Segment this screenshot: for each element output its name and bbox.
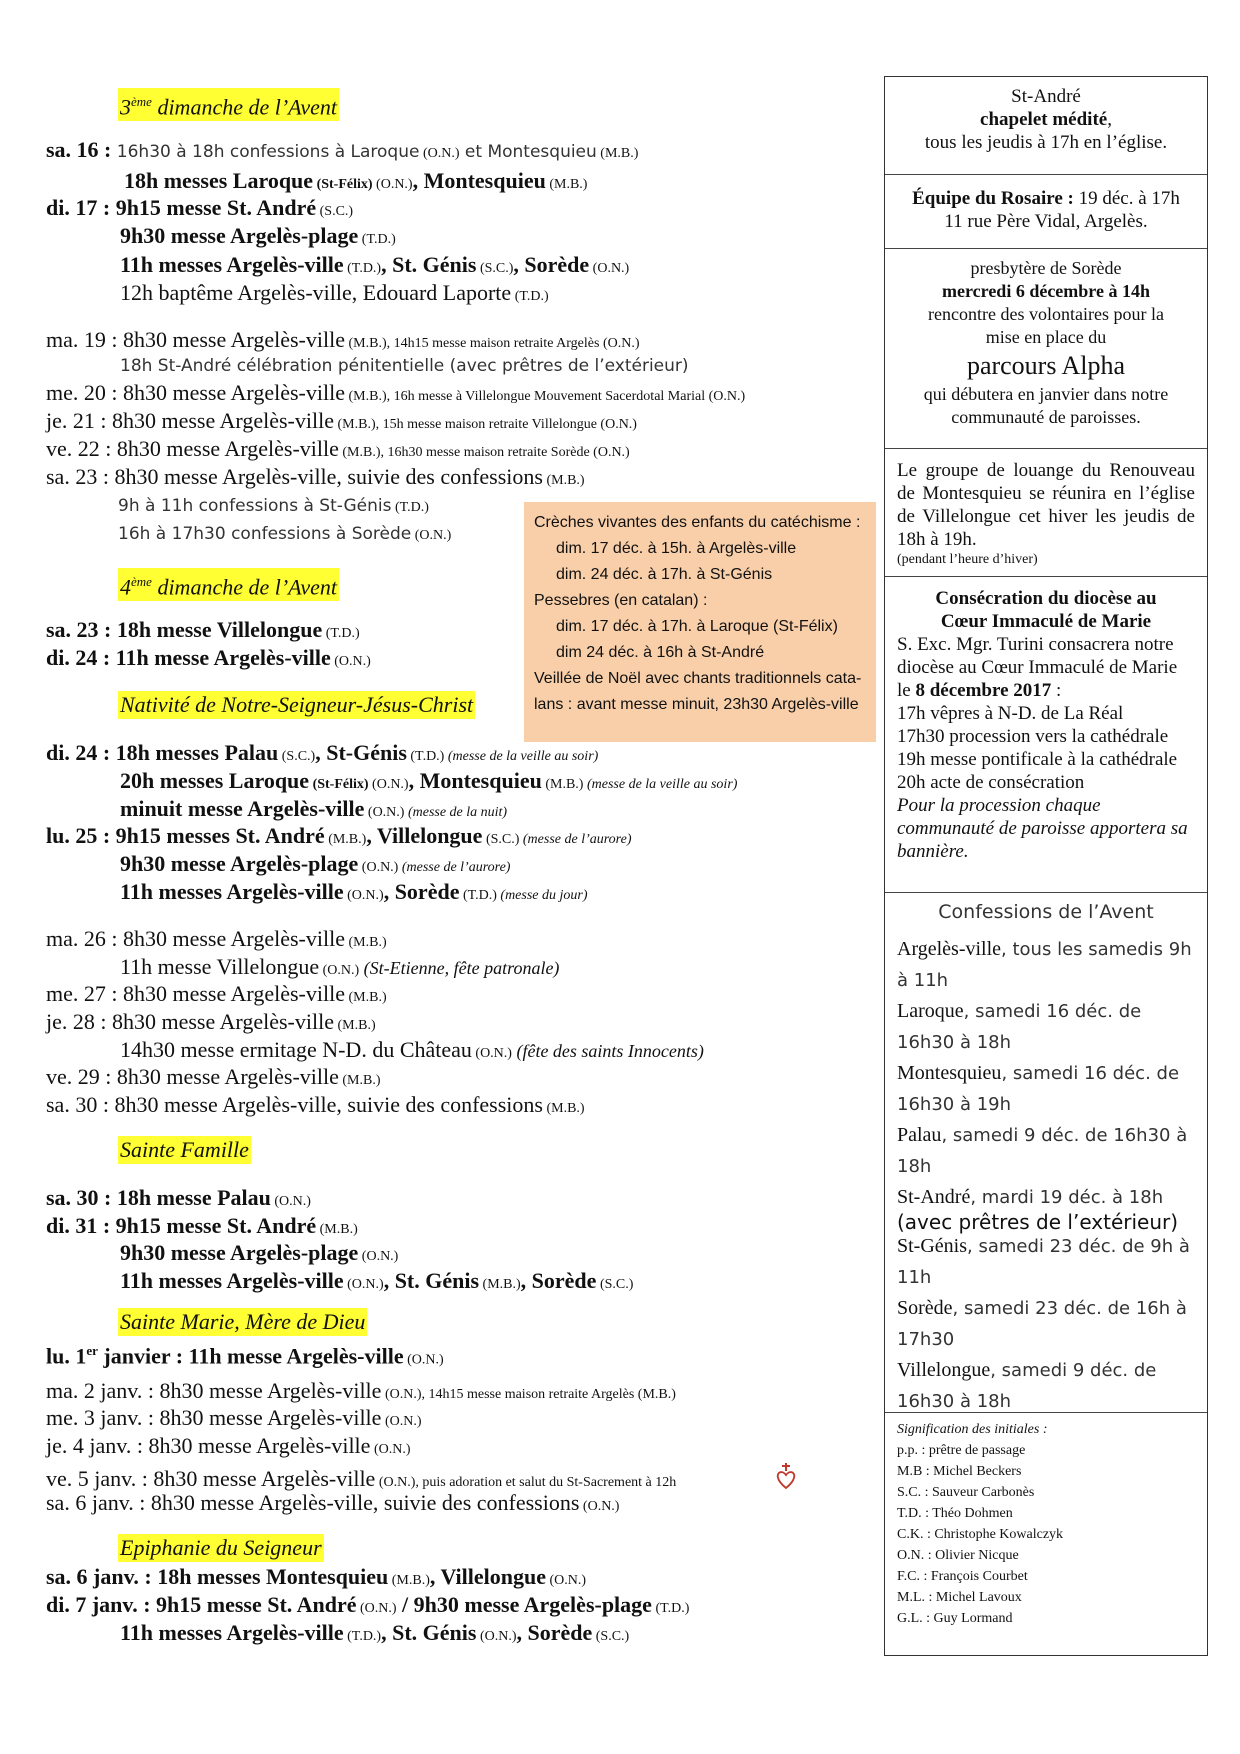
consecration-line: 20h acte de consécration bbox=[897, 772, 1085, 793]
consecration-title: Consécration du diocèse au bbox=[935, 588, 1157, 609]
confessions-title: Confessions de l’Avent bbox=[938, 901, 1154, 923]
schedule-line: ma. 2 janv. : 8h30 messe Argelès-ville (O.N.), 14h15 messe maison retraite Argelès (M.B.) bbox=[46, 1378, 676, 1403]
schedule-line: 9h30 messe Argelès-plage (O.N.) (messe de l’aurore) bbox=[120, 851, 511, 876]
consecration-text: S. Exc. Mgr. Turini consacrera notre diocèse au Cœur Immaculé de Marie le 8 décembre 2017 : bbox=[897, 634, 1178, 701]
section-heading-holy-family: Sainte Famille bbox=[120, 1137, 249, 1162]
rosary-subtitle: chapelet médité, bbox=[980, 109, 1112, 130]
schedule-line: sa. 6 janv. : 18h messes Montesquieu (M.B.), Villelongue (O.N.) bbox=[46, 1564, 587, 1589]
schedule-line: 14h30 messe ermitage N-D. du Château (O.N.) (fête des saints Innocents) bbox=[120, 1037, 704, 1062]
schedule-line: lu. 25 : 9h15 messes St. André (M.B.), Villelongue (S.C.) (messe de l’aurore) bbox=[46, 823, 632, 848]
rosary-title: St-André bbox=[1011, 86, 1081, 107]
initials-entry: O.N. : Olivier Nicque bbox=[897, 1548, 1019, 1563]
schedule-line: sa. 30 : 18h messe Palau (O.N.) bbox=[46, 1185, 311, 1210]
rosary-team-address: 11 rue Père Vidal, Argelès. bbox=[944, 211, 1148, 232]
confession-entry: St-André, mardi 19 déc. à 18h bbox=[897, 1186, 1164, 1208]
schedule-line: je. 28 : 8h30 messe Argelès-ville (M.B.) bbox=[46, 1009, 376, 1034]
schedule-line: di. 24 : 11h messe Argelès-ville (O.N.) bbox=[46, 645, 371, 670]
alpha-date: mercredi 6 décembre à 14h bbox=[942, 281, 1150, 301]
consecration-box bbox=[885, 577, 1207, 893]
creche-line: dim. 24 déc. à 17h. à St-Génis bbox=[556, 566, 773, 583]
confession-entry: Sorède, samedi 23 déc. de 16h à 17h30 bbox=[897, 1297, 1187, 1350]
creche-line: lans : avant messe minuit, 23h30 Argelès-ville bbox=[534, 696, 859, 713]
alpha-title: parcours Alpha bbox=[966, 351, 1126, 380]
confession-entry: Montesquieu, samedi 16 déc. de 16h30 à 19h bbox=[897, 1062, 1180, 1115]
praise-group-text: Le groupe de louange du Renouveau de Montesquieu se réunira en l’église de Villelongue cet hiver les jeudis de 18h à 19h. bbox=[897, 460, 1195, 550]
confession-entry: Laroque, samedi 16 déc. de 16h30 à 18h bbox=[897, 1000, 1142, 1053]
schedule-line: ve. 5 janv. : 8h30 messe Argelès-ville (O.N.), puis adoration et salut du St-Sacrement à 12h bbox=[46, 1466, 677, 1491]
initials-entry: F.C. : François Courbet bbox=[897, 1569, 1028, 1584]
schedule-line: ve. 22 : 8h30 messe Argelès-ville (M.B.), 16h30 messe maison retraite Sorède (O.N.) bbox=[46, 436, 630, 461]
rosary-time: tous les jeudis à 17h en l’église. bbox=[924, 132, 1168, 153]
section-heading-advent-3: 3ème dimanche de l’Avent bbox=[118, 88, 339, 121]
schedule-line: sa. 6 janv. : 8h30 messe Argelès-ville, suivie des confessions (O.N.) bbox=[46, 1490, 620, 1515]
creche-line: dim 24 déc. à 16h à St-André bbox=[556, 644, 765, 661]
schedule-line: ma. 19 : 8h30 messe Argelès-ville (M.B.), 14h15 messe maison retraite Argelès (O.N.) bbox=[46, 327, 640, 352]
schedule-line: 11h messes Argelès-ville (O.N.), St. Génis (M.B.), Sorède (S.C.) bbox=[120, 1268, 634, 1293]
rosary-team-line: Équipe du Rosaire : 19 déc. à 17h bbox=[912, 188, 1180, 209]
schedule-line: je. 21 : 8h30 messe Argelès-ville (M.B.), 15h messe maison retraite Villelongue (O.N.) bbox=[46, 408, 637, 433]
creche-line: dim. 17 déc. à 15h. à Argelès-ville bbox=[556, 540, 797, 557]
confession-entry: Palau, samedi 9 déc. de 16h30 à 18h bbox=[897, 1124, 1188, 1177]
schedule-line: di. 31 : 9h15 messe St. André (M.B.) bbox=[46, 1213, 358, 1238]
schedule-line: 9h à 11h confessions à St-Génis (T.D.) bbox=[118, 496, 429, 516]
alpha-line: mise en place du bbox=[985, 327, 1107, 347]
initials-entry: C.K. : Christophe Kowalczyk bbox=[897, 1527, 1064, 1542]
praise-group-box bbox=[885, 449, 1207, 577]
rosary-team-box bbox=[885, 175, 1207, 249]
confession-note: (avec prêtres de l’extérieur) bbox=[897, 1210, 1179, 1234]
alpha-line: presbytère de Sorède bbox=[970, 258, 1122, 278]
section-heading-epiphany: Epiphanie du Seigneur bbox=[120, 1535, 322, 1560]
schedule-line: sa. 23 : 18h messe Villelongue (T.D.) bbox=[46, 617, 360, 642]
initials-entry: M.B : Michel Beckers bbox=[897, 1464, 1022, 1479]
schedule-line: 16h à 17h30 confessions à Sorède (O.N.) bbox=[118, 524, 452, 544]
initials-entry: G.L. : Guy Lormand bbox=[897, 1611, 1013, 1626]
initials-title: Signification des initiales : bbox=[897, 1422, 1048, 1437]
alpha-line: rencontre des volontaires pour la bbox=[928, 304, 1164, 324]
schedule-line: di. 24 : 18h messes Palau (S.C.), St-Génis (T.D.) (messe de la veille au soir) bbox=[46, 740, 599, 765]
schedule-line: 18h messes Laroque (St-Félix) (O.N.), Montesquieu (M.B.) bbox=[124, 168, 588, 193]
initials-entry: M.L. : Michel Lavoux bbox=[897, 1590, 1022, 1605]
schedule-line: lu. 1er janvier : 11h messe Argelès-ville (O.N.) bbox=[46, 1343, 444, 1369]
initials-entry: T.D. : Théo Dohmen bbox=[897, 1506, 1013, 1521]
schedule-line: 11h messes Argelès-ville (O.N.), Sorède (T.D.) (messe du jour) bbox=[120, 879, 588, 904]
schedule-line: me. 27 : 8h30 messe Argelès-ville (M.B.) bbox=[46, 981, 387, 1006]
consecration-line: 17h vêpres à N-D. de La Réal bbox=[897, 703, 1124, 724]
confession-entry: St-Génis, samedi 23 déc. de 9h à 11h bbox=[897, 1235, 1190, 1288]
schedule-line: di. 17 : 9h15 messe St. André (S.C.) bbox=[46, 195, 354, 220]
consecration-line: 17h30 procession vers la cathédrale bbox=[897, 726, 1169, 747]
advent-confessions-box bbox=[885, 893, 1207, 1413]
alpha-line: communauté de paroisses. bbox=[951, 407, 1141, 427]
praise-group-note: (pendant l’heure d’hiver) bbox=[897, 552, 1038, 567]
schedule-line: 9h30 messe Argelès-plage (O.N.) bbox=[120, 1240, 399, 1265]
schedule-line: 12h baptême Argelès-ville, Edouard Laporte (T.D.) bbox=[120, 280, 549, 305]
creche-line: Pessebres (en catalan) : bbox=[534, 592, 708, 609]
alpha-line: qui débutera en janvier dans notre bbox=[923, 384, 1169, 404]
schedule-line: ma. 26 : 8h30 messe Argelès-ville (M.B.) bbox=[46, 926, 387, 951]
creche-line: Veillée de Noël avec chants traditionnels cata- bbox=[534, 670, 862, 687]
section-heading-nativity: Nativité de Notre-Seigneur-Jésus-Christ bbox=[120, 692, 474, 717]
sacred-heart-icon bbox=[774, 1462, 798, 1490]
rosary-box bbox=[885, 77, 1207, 175]
schedule-line: sa. 30 : 8h30 messe Argelès-ville, suivie des confessions (M.B.) bbox=[46, 1092, 585, 1117]
section-heading-advent-4: 4ème dimanche de l’Avent bbox=[118, 568, 339, 601]
section-heading-mary: Sainte Marie, Mère de Dieu bbox=[120, 1309, 366, 1334]
creche-line: dim. 17 déc. à 17h. à Laroque (St-Félix) bbox=[556, 618, 838, 635]
schedule-line: me. 3 janv. : 8h30 messe Argelès-ville (O.N.) bbox=[46, 1405, 422, 1430]
consecration-title: Cœur Immaculé de Marie bbox=[940, 611, 1152, 632]
schedule-line: sa. 16 : 16h30 à 18h confessions à Laroque (O.N.) et Montesquieu (M.B.) bbox=[46, 137, 639, 162]
schedule-line: 11h messe Villelongue (O.N.) (St-Etienne, fête patronale) bbox=[120, 954, 560, 979]
confession-entry: Argelès-ville, tous les samedis 9h à 11h bbox=[897, 938, 1192, 991]
schedule-line: 20h messes Laroque (St-Félix) (O.N.), Montesquieu (M.B.) (messe de la veille au soir) bbox=[120, 768, 738, 793]
schedule-line: 11h messes Argelès-ville (T.D.), St. Génis (S.C.), Sorède (O.N.) bbox=[120, 252, 630, 277]
consecration-line: 19h messe pontificale à la cathédrale bbox=[897, 749, 1178, 770]
schedule-line: me. 20 : 8h30 messe Argelès-ville (M.B.), 16h messe à Villelongue Mouvement Sacerdotal Marial (O.N.) bbox=[46, 380, 746, 405]
initials-entry: S.C. : Sauveur Carbonès bbox=[897, 1485, 1035, 1500]
alpha-box bbox=[885, 249, 1207, 449]
schedule-line: ve. 29 : 8h30 messe Argelès-ville (M.B.) bbox=[46, 1064, 381, 1089]
schedule-line: 9h30 messe Argelès-plage (T.D.) bbox=[120, 223, 396, 248]
consecration-note: Pour la procession chaque communauté de paroisse apportera sa bannière. bbox=[897, 795, 1188, 862]
schedule-line: 18h St-André célébration pénitentielle (avec prêtres de l’extérieur) bbox=[120, 356, 689, 376]
schedule-line: minuit messe Argelès-ville (O.N.) (messe de la nuit) bbox=[120, 796, 508, 821]
schedule-line: 11h messes Argelès-ville (T.D.), St. Génis (O.N.), Sorède (S.C.) bbox=[120, 1620, 630, 1645]
confession-entry: Villelongue, samedi 9 déc. de 16h30 à 18h bbox=[897, 1359, 1157, 1412]
schedule-line: je. 4 janv. : 8h30 messe Argelès-ville (O.N.) bbox=[46, 1433, 411, 1458]
initials-entry: p.p. : prêtre de passage bbox=[897, 1443, 1026, 1458]
schedule-line: sa. 23 : 8h30 messe Argelès-ville, suivie des confessions (M.B.) bbox=[46, 464, 585, 489]
info-sidebar bbox=[884, 76, 1208, 1656]
creche-line: Crèches vivantes des enfants du catéchisme : bbox=[534, 514, 861, 531]
schedule-line: di. 7 janv. : 9h15 messe St. André (O.N.) / 9h30 messe Argelès-plage (T.D.) bbox=[46, 1592, 690, 1617]
creche-info-box bbox=[524, 502, 876, 742]
initials-legend-box bbox=[885, 1413, 1207, 1657]
